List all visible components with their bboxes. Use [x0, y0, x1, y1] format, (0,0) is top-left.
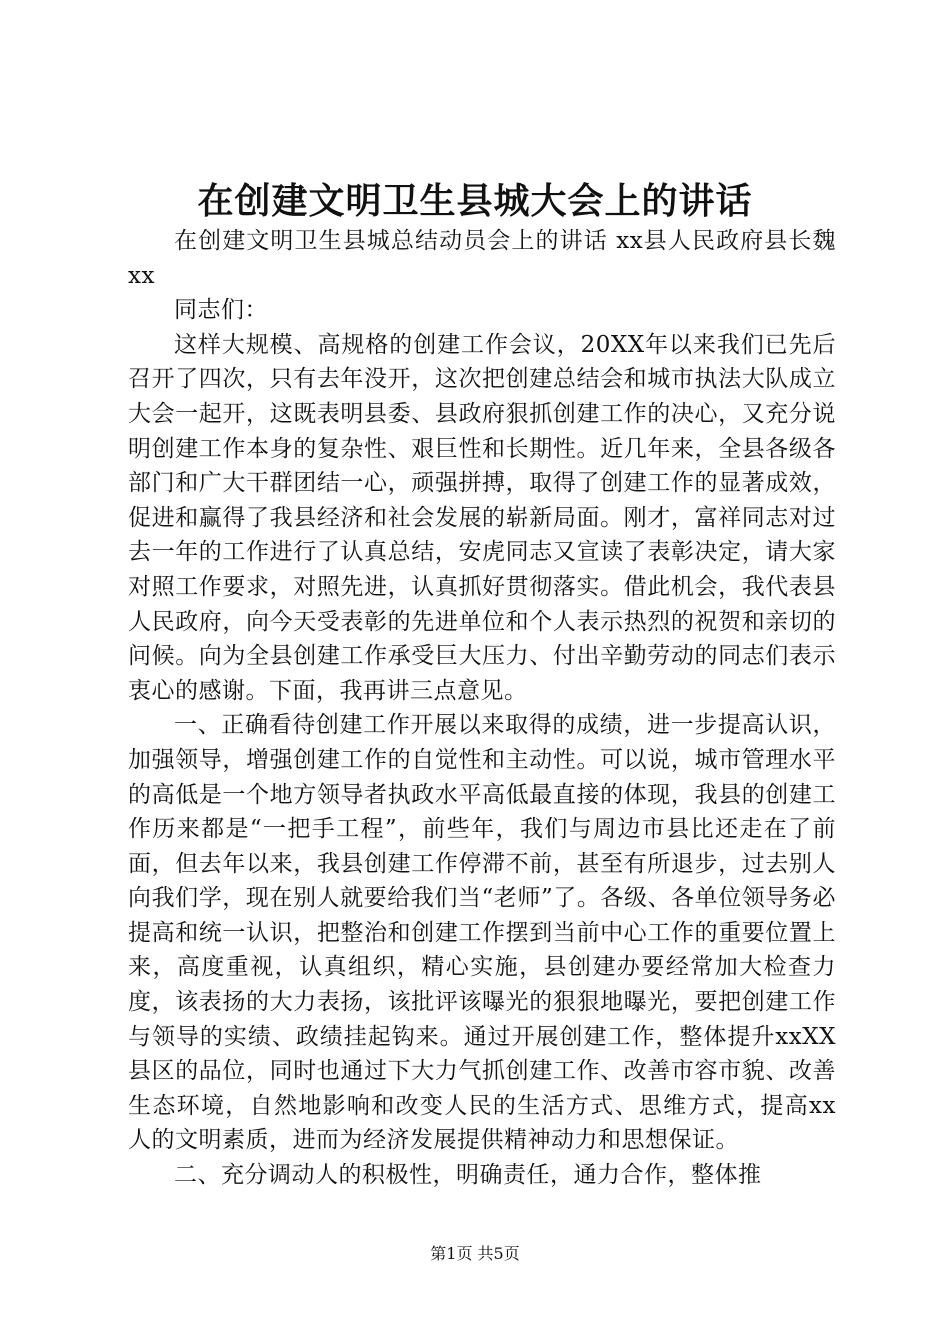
paragraph-subtitle: 在创建文明卫生县城总结动员会上的讲话 xx县人民政府县长魏xx — [128, 228, 836, 289]
paragraph-intro: 这样大规模、高规格的创建工作会议，20XX年以来我们已先后召开了四次，只有去年没开，这次把创建总结会和城市执法大队成立大会一起开，这既表明县委、县政府狠抓创建工作的决心，又充分说明创建工作本身的复杂性、艰巨性和长期性。近几年来，全县各级各部门和广大干群团结一心，顽强拼搏，取得了创建工作的显著成效，促进和赢得了我县经济和社会发展的崭新局面。刚才，富祥同志对过去一年的工作进行了认真总结，安虎同志又宣读了表彰决定，请大家对照工作要求，对照先进，认真抓好贯彻落实。借此机会，我代表县人民政府，向今天受表彰的先进单位和个人表示热烈的祝贺和亲切的问候。向为全县创建工作承受巨大压力、付出辛勤劳动的同志们表示衷心的感谢。下面，我再讲三点意见。 — [128, 331, 836, 704]
paragraph-salutation: 同志们： — [174, 297, 268, 324]
paragraph-point-one: 一、正确看待创建工作开展以来取得的成绩，进一步提高认识，加强领导，增强创建工作的自觉性和主动性。可以说，城市管理水平的高低是一个地方领导者执政水平高低最直接的体现，我县的创建工作历来都是“一把手工程”，前些年，我们与周边市县比还走在了前面，但去年以来，我县创建工作停滞不前，甚至有所退步，过去别人向我们学，现在别人就要给我们当“老师”了。各级、各单位领导务必提高和统一认识，把整治和创建工作摆到当前中心工作的重要位置上来，高度重视，认真组织，精心实施，县创建办要经常加大检查力度，该表扬的大力表扬，该批评该曝光的狠狠地曝光，要把创建工作与领导的实绩、政绩挂起钩来。通过开展创建工作，整体提升xxXX县区的品位，同时也通过下大力气抓创建工作、改善市容市貌、改善生态环境，自然地影响和改变人民的生活方式、思维方式，提高xx人的文明素质，进而为经济发展提供精神动力和思想保证。 — [128, 712, 836, 1154]
document-body — [128, 224, 836, 1193]
page-number-footer: 第1页 共5页 — [430, 1244, 520, 1263]
document-title: 在创建文明卫生县城大会上的讲话 — [197, 181, 753, 222]
paragraph-point-two: 二、充分调动人的积极性，明确责任，通力合作，整体推 — [174, 1162, 762, 1189]
